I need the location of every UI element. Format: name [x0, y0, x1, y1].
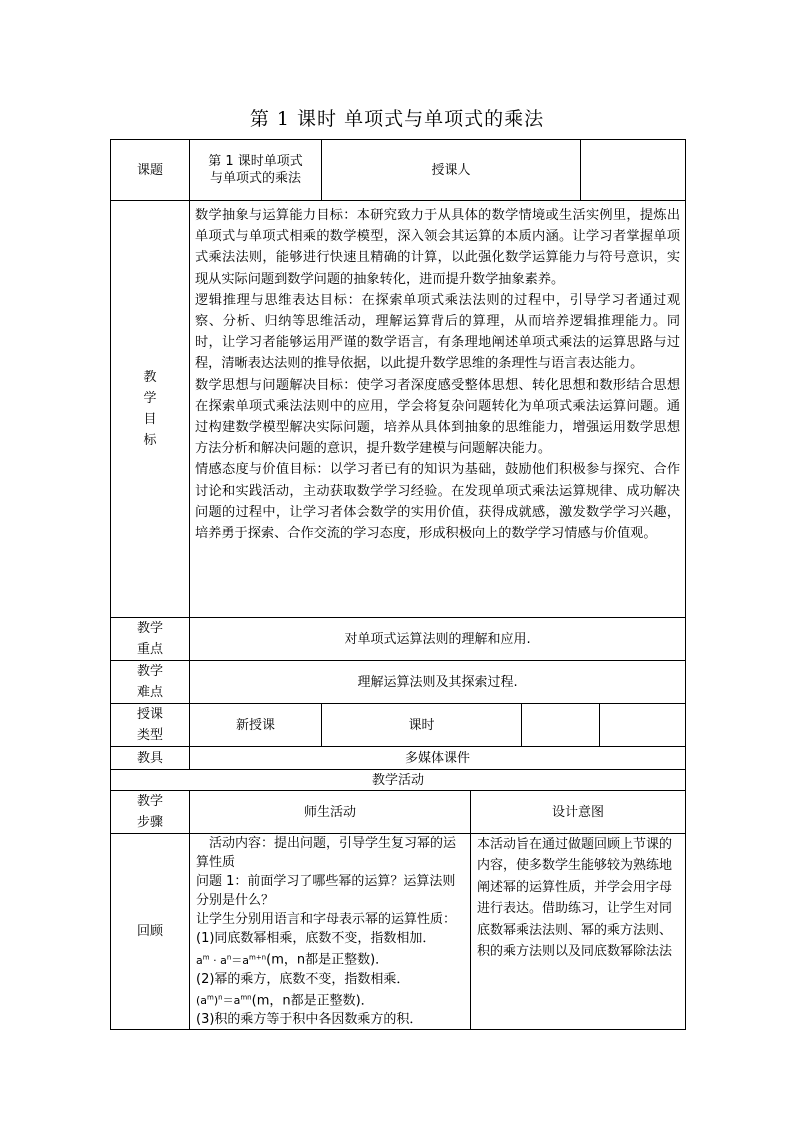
row-key-points	[111, 618, 686, 661]
tools-value: 多媒体课件	[190, 747, 686, 770]
key-points-value: 对单项式运算法则的理解和应用.	[190, 618, 686, 661]
label-hours: 课时	[322, 704, 522, 747]
formula-power-rule	[196, 989, 464, 1011]
col-activity: 师生活动	[190, 791, 471, 834]
formula-product-rule	[196, 948, 464, 970]
review-line: 让学生分别用语言和字母表示幂的运算性质：	[196, 912, 457, 927]
row-goals	[111, 201, 686, 618]
row-tools	[111, 747, 686, 770]
teacher-value	[581, 140, 686, 201]
formula-product: $a^m \cdot a^n=a^{m+n}$	[196, 953, 267, 967]
label-steps: 教学步骤	[111, 791, 190, 834]
review-line: (3)积的乘方等于积中各因数乘方的积．	[196, 1012, 423, 1028]
label-key-points: 教学重点	[111, 618, 190, 661]
review-line: 活动内容：提出问题，引导学生复习幂的运算性质	[196, 836, 457, 870]
label-difficulties: 教学难点	[111, 661, 190, 704]
goal-reasoning: 逻辑推理与思维表达目标：在探索单项式乘法法则的过程中，引导学习者通过观察、分析、归纳等思维活动，理解运算背后的算理，从而培养逻辑推理能力。同时，让学习者能够运用严谨的数学语言，有条理地阐述单项式乘法的运算思路与过程，清晰表达法则的推导依据，以此提升数学思维的条理性与语言表达能力。	[195, 292, 681, 372]
row-review	[111, 834, 686, 1030]
review-activity	[190, 834, 471, 1030]
label-teacher: 授课人	[322, 140, 581, 201]
label-tools: 教具	[111, 747, 190, 770]
row-activities-heading	[111, 770, 686, 791]
review-line: (m，n都是正整数)．	[266, 952, 389, 968]
lesson-type-value: 新授课	[190, 704, 322, 747]
goal-attitude: 情感态度与价值目标：以学习者已有的知识为基础，鼓励他们积极参与探究、合作讨论和实践活动，主动获取数学学习经验。在发现单项式乘法运算规律、成功解决问题的过程中，让学习者体会数学的实用价值，获得成就感，激发数学学习兴趣，培养勇于探索、合作交流的学习态度，形成积极向上的数学学习情感与价值观。	[195, 462, 681, 542]
row-activity-columns	[111, 791, 686, 834]
label-lesson-type: 授课类型	[111, 704, 190, 747]
goals-text	[190, 201, 686, 618]
label-goals: 教学目标	[111, 201, 190, 618]
activities-heading: 教学活动	[111, 770, 686, 791]
difficulties-value: 理解运算法则及其探索过程.	[190, 661, 686, 704]
review-line: (m，n都是正整数)．	[251, 993, 374, 1009]
goal-thinking: 数学思想与问题解决目标：使学习者深度感受整体思想、转化思想和数形结合思想在探索单项式乘法法则中的应用，学会将复杂问题转化为单项式乘法运算问题。通过构建数学模型解决实际问题，培养从具体到抽象的思维能力，增强运用数学思想方法分析和解决问题的意识，提升数学建模与问题解决能力。	[195, 377, 681, 457]
review-line: (1)同底数幂相乘，底数不变，指数相加．	[196, 931, 436, 946]
row-lesson-type	[111, 704, 686, 747]
row-topic	[111, 140, 686, 201]
page-title: 第 1 课时 单项式与单项式的乘法	[249, 108, 545, 130]
review-line: 问题 1：前面学习了哪些幂的运算？运算法则分别是什么？	[196, 874, 456, 908]
hours-blank	[600, 704, 686, 747]
hours-value	[522, 704, 600, 747]
col-intent: 设计意图	[471, 791, 686, 834]
lesson-plan-table	[110, 139, 686, 1030]
review-intent: 本活动旨在通过做题回顾上节课的内容，使多数学生能够较为熟练地阐述幂的运算性质，并学会用字母进行表达。借助练习，让学生对同底数幂乘法法则、幂的乘方法则、积的乘方法则以及同底数幂除法法	[471, 834, 686, 1030]
row-difficulties	[111, 661, 686, 704]
review-line: (2)幂的乘方，底数不变，指数相乘．	[196, 971, 410, 987]
label-review: 回顾	[111, 834, 190, 1030]
formula-power: $(a^m)^n=a^{mn}$	[196, 993, 252, 1008]
label-topic: 课题	[111, 140, 190, 201]
goal-abstraction: 数学抽象与运算能力目标：本研究致力于从具体的数学情境或生活实例里，提炼出单项式与单项式相乘的数学模型，深入领会其运算的本质内涵。让学习者掌握单项式乘法法则，能够进行快速且精确的计算，以此强化数学运算能力与符号意识，实现从实际问题到数学问题的抽象转化，进而提升数学抽象素养。	[195, 208, 681, 287]
topic-value: 第 1 课时单项式与单项式的乘法	[190, 140, 322, 201]
